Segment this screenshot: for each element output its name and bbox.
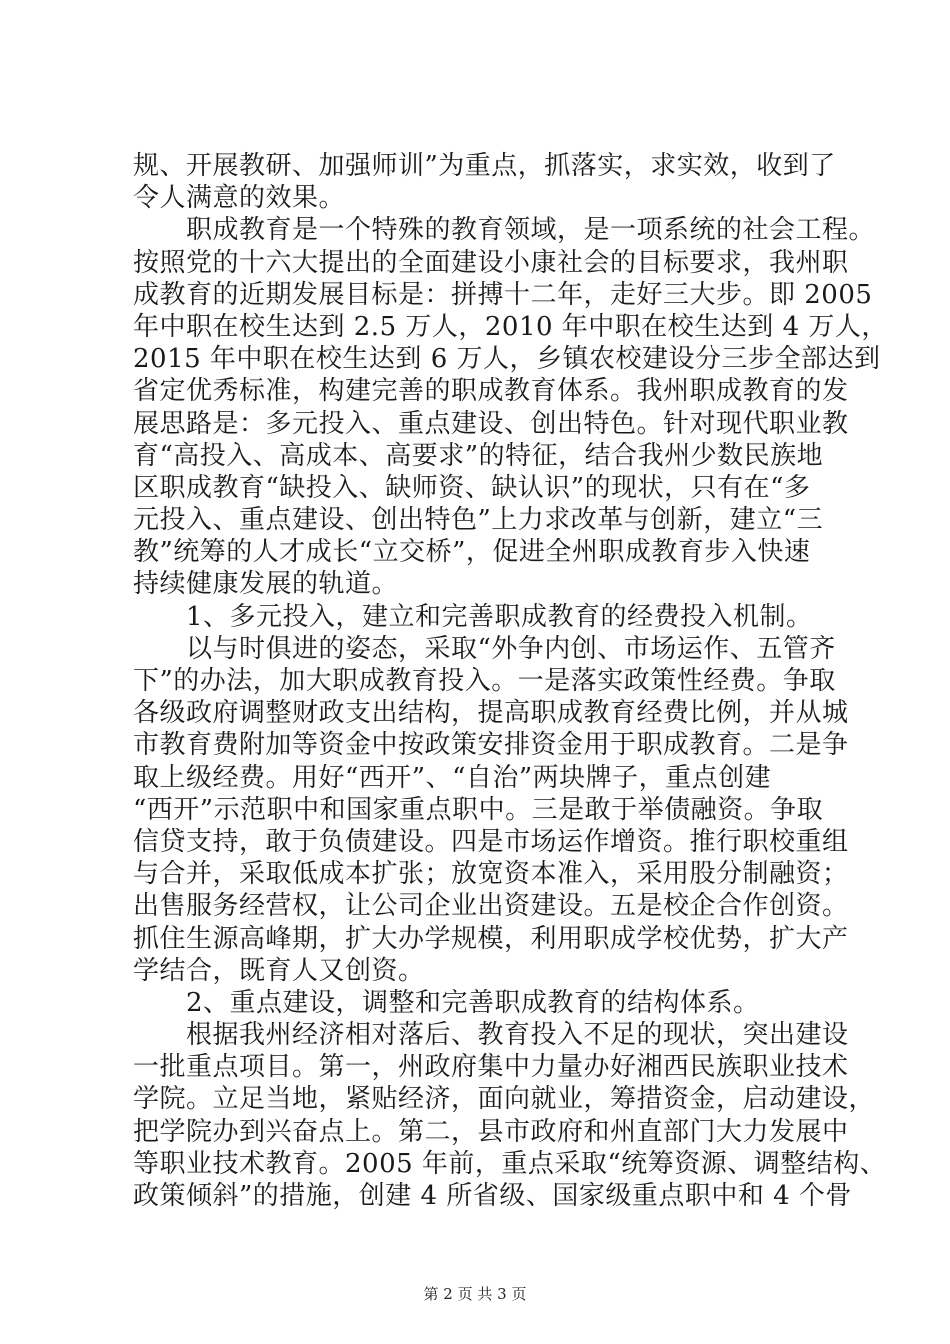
text-line: “西开”示范职中和国家重点职中。三是敢于举债融资。争取 [133, 794, 824, 825]
text-line: 下”的办法，加大职成教育投入。一是落实政策性经费。争取 [133, 666, 836, 696]
text-line: 取上级经费。用好“西开”、“自治”两块牌子，重点创建 [133, 762, 772, 793]
text-line: 省定优秀标准，构建完善的职成教育体系。我州职成教育的发 [133, 376, 849, 407]
text-line: 按照党的十六大提出的全面建设小康社会的目标要求，我州职 [133, 247, 849, 278]
text-line: 根据我州经济相对落后、教育投入不足的现状，突出建设 [133, 1020, 849, 1051]
text-line: 成教育的近期发展目标是：拼搏十二年，走好三大步。即 2005 [133, 279, 873, 310]
text-line: 各级政府调整财政支出结构，提高职成教育经费比例，并从城 [133, 698, 849, 729]
text-line: 育“高投入、高成本、高要求”的特征，结合我州少数民族地 [133, 440, 824, 471]
text-line: 教”统筹的人才成长“立交桥”，促进全州职成教育步入快速 [133, 537, 811, 568]
text-line: 规、开展教研、加强师训”为重点，抓落实，求实效，收到了 [133, 151, 836, 181]
text-line: 元投入、重点建设、创出特色”上力求改革与创新，建立“三 [133, 505, 824, 536]
text-line: 学结合，既育人又创资。 [133, 955, 425, 986]
text-line: 市教育费附加等资金中按政策安排资金用于职成教育。二是争 [133, 730, 849, 761]
text-line: 2、重点建设，调整和完善职成教育的结构体系。 [133, 987, 760, 1018]
text-line: 1、多元投入，建立和完善职成教育的经费投入机制。 [133, 601, 813, 632]
page-footer: 第 2 页 共 3 页 [423, 1285, 527, 1303]
text-line: 信贷支持，敢于负债建设。四是市场运作增资。推行职校重组 [133, 826, 849, 857]
text-line: 展思路是：多元投入、重点建设、创出特色。针对现代职业教 [133, 408, 849, 439]
text-line: 令人满意的效果。 [133, 183, 346, 214]
text-line: 与合并，采取低成本扩张；放宽资本准入，采用股分制融资； [133, 859, 849, 890]
text-line: 2015 年中职在校生达到 6 万人，乡镇农校建设分三步全部达到 [133, 344, 881, 375]
text-line: 持续健康发展的轨道。 [133, 569, 399, 600]
text-line: 区职成教育“缺投入、缺师资、缺认识”的现状，只有在“多 [133, 472, 811, 503]
body-text [133, 150, 888, 1212]
text-line: 年中职在校生达到 2.5 万人，2010 年中职在校生达到 4 万人， [133, 311, 888, 342]
text-line: 把学院办到兴奋点上。第二，县市政府和州直部门大力发展中 [133, 1116, 849, 1147]
text-line: 政策倾斜”的措施，创建 4 所省级、国家级重点职中和 4 个骨 [133, 1181, 852, 1211]
text-line: 出售服务经营权，让公司企业出资建设。五是校企合作创资。 [133, 891, 849, 922]
text-line: 职成教育是一个特殊的教育领域，是一项系统的社会工程。 [133, 215, 876, 246]
text-line: 以与时俱进的姿态，采取“外争内创、市场运作、五管齐 [133, 633, 836, 664]
text-line: 学院。立足当地，紧贴经济，面向就业，筹措资金，启动建设， [133, 1084, 876, 1115]
text-line: 抓住生源高峰期，扩大办学规模，利用职成学校优势，扩大产 [133, 923, 849, 954]
text-line: 等职业技术教育。2005 年前，重点采取“统筹资源、调整结构、 [133, 1148, 887, 1179]
text-line: 一批重点项目。第一，州政府集中力量办好湘西民族职业技术 [133, 1052, 849, 1083]
